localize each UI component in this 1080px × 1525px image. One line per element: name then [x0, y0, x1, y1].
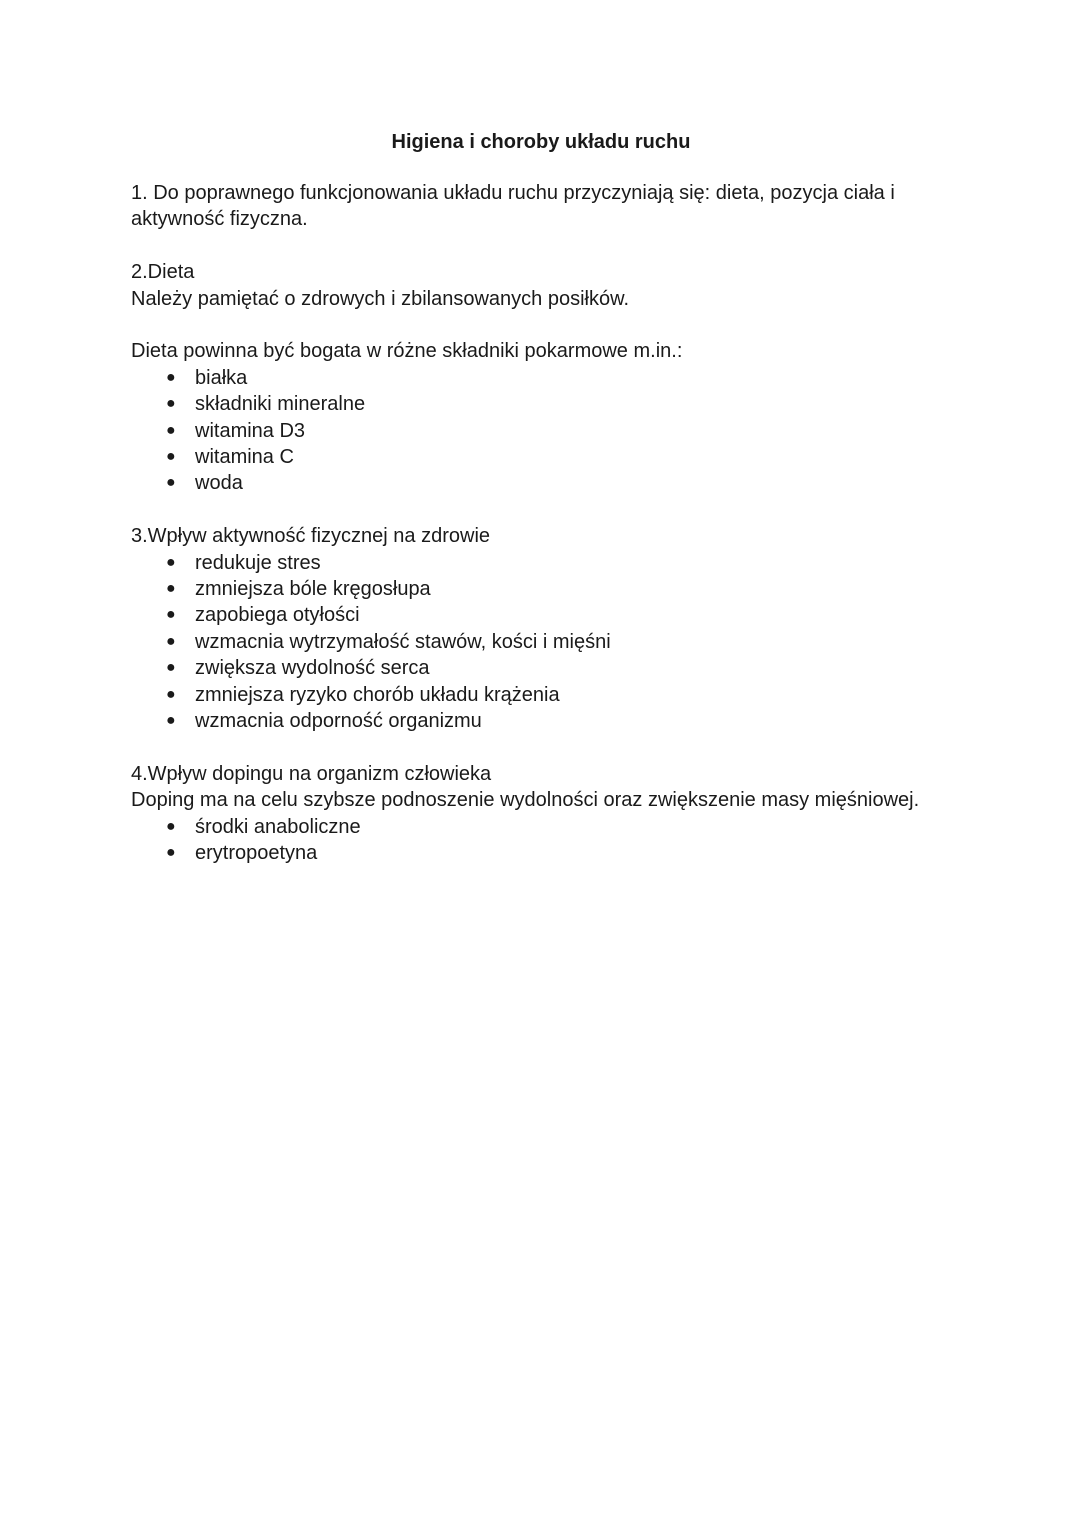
list-item-label: składniki mineralne: [195, 393, 366, 416]
section-2-intro: Dieta powinna być bogata w różne składniki pokarmowe m.in.:: [131, 340, 683, 363]
spacer: [131, 312, 951, 338]
bullet-icon: ●: [166, 580, 176, 598]
list-item: [131, 682, 951, 708]
list-item: [131, 391, 951, 417]
section-1-text-line-1: 1. Do poprawnego funkcjonowania układu ruchu przyczyniają się: dieta, pozycja ciała i: [131, 182, 895, 204]
spacer: [131, 497, 951, 523]
section-4: [131, 761, 951, 867]
list-item-label: zmniejsza bóle kręgosłupa: [195, 578, 431, 601]
activity-effects-list: [131, 550, 951, 735]
list-item: [131, 418, 951, 444]
diet-list: [131, 365, 951, 497]
list-item-label: wzmacnia odporność organizmu: [195, 710, 482, 733]
section-4-text: Doping ma na celu szybsze podnoszenie wydolności oraz zwiększenie masy mięśniowej.: [131, 789, 920, 812]
list-item: [131, 708, 951, 734]
list-item-label: erytropoetyna: [195, 842, 318, 865]
list-item: [131, 444, 951, 470]
bullet-icon: ●: [166, 395, 176, 413]
list-item-label: witamina C: [195, 446, 294, 469]
spacer: [131, 233, 951, 259]
bullet-icon: ●: [166, 659, 176, 677]
bullet-icon: ●: [166, 553, 176, 571]
section-3-heading: 3.Wpływ aktywność fizycznej na zdrowie: [131, 525, 491, 548]
list-item: [131, 576, 951, 602]
list-item: [131, 814, 951, 840]
section-4-heading: 4.Wpływ dopingu na organizm człowieka: [131, 762, 492, 785]
list-item-label: wzmacnia wytrzymałość stawów, kości i mięśni: [195, 630, 611, 653]
bullet-icon: ●: [166, 421, 176, 439]
section-3: [131, 523, 951, 734]
list-item: [131, 470, 951, 496]
list-item-label: woda: [195, 472, 243, 495]
doping-list: [131, 814, 951, 867]
list-item-label: witamina D3: [195, 419, 306, 442]
bullet-icon: ●: [166, 632, 176, 650]
list-item-label: zmniejsza ryzyko chorób układu krążenia: [195, 683, 560, 706]
section-1: [131, 180, 951, 233]
list-item: [131, 365, 951, 391]
bullet-icon: ●: [166, 712, 176, 730]
list-item: [131, 550, 951, 576]
bullet-icon: ●: [166, 844, 176, 862]
list-item-label: białka: [195, 366, 248, 389]
section-2: [131, 259, 951, 497]
list-item-label: środki anaboliczne: [195, 815, 361, 838]
document-body: [131, 128, 951, 867]
list-item: [131, 629, 951, 655]
section-2-text: Należy pamiętać o zdrowych i zbilansowanych posiłków.: [131, 287, 630, 310]
list-item-label: redukuje stres: [195, 551, 321, 574]
list-item: [131, 602, 951, 628]
list-item: [131, 840, 951, 866]
bullet-icon: ●: [166, 368, 176, 386]
bullet-icon: ●: [166, 474, 176, 492]
bullet-icon: ●: [166, 685, 176, 703]
list-item-label: zwiększa wydolność serca: [195, 657, 430, 680]
spacer: [131, 734, 951, 760]
bullet-icon: ●: [166, 817, 176, 835]
section-1-text-line-2: aktywność fizyczna.: [131, 208, 308, 231]
list-item: [131, 655, 951, 681]
bullet-icon: ●: [166, 448, 176, 466]
bullet-icon: ●: [166, 606, 176, 624]
document-title: Higiena i choroby układu ruchu: [391, 131, 691, 153]
list-item-label: zapobiega otyłości: [195, 604, 360, 627]
section-2-heading: 2.Dieta: [131, 261, 195, 284]
